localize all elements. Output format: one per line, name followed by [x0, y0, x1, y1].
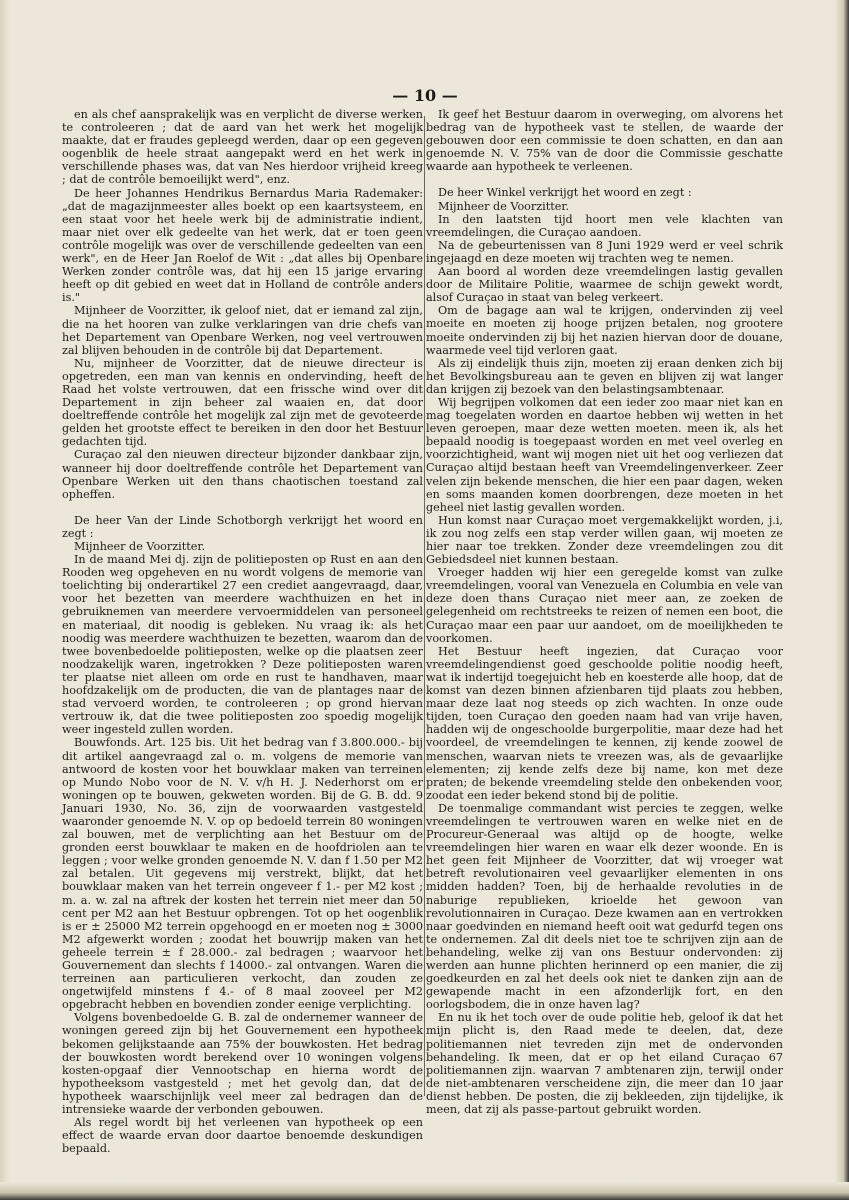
paragraph: Mijnheer de Voorzitter.: [74, 540, 206, 553]
paragraph: En nu ik het toch over de oude politie heb, geloof ik dat het mijn plicht is, den Raad mede te deelen, dat, deze politiemannen niet tevreden zijn met de ondervonden behandeling. Ik meen, dat er op het eiland Curaçao 67 politiemannen zijn. waarvan 7 ambtenaren zijn, terwijl onder de niet-ambtenaren verscheidene zijn, die meer dan 10 jaar dienst hebben. De posten, die zij bekleeden, zijn tijdelijke, ik meen, dat zij als passe-partout gebruikt worden.: [426, 1011, 783, 1117]
paragraph: De heer Johannes Hendrikus Bernardus Maria Rademaker: „dat de magazijnmeester alles boekt op een kaartsysteem, en een staat voor het heele werk bij de administratie indient, maar niet over elk gedeelte van het werk, dat er toen geen contrôle mogelijk was over de verschillende gedeelten van een werk", en de Heer Jan Roelof de Wit : „dat alles bij Openbare Werken zonder contrôle was, dat hij een 15 jarige ervaring heeft op dit gebied en weet dat in Holland de contrôle anders is.": [62, 186, 423, 305]
page-number: — 10 —: [392, 86, 458, 105]
paragraph: Curaçao zal den nieuwen directeur bijzonder dankbaar zijn, wanneer hij door doeltreffende contrôle het Departement van Openbare Werken uit den thans chaotischen toestand zal opheffen.: [62, 448, 423, 501]
paragraph: Bouwfonds. Art. 125 bis. Uit het bedrag van f 3.800.000.- bij dit artikel aangevraagd zal o. m. volgens de memorie van antwoord de kosten voor het bouwklaar maken van terreinen op Mundo Nobo voor de N. V. v/h H. J. Nederhorst om er woningen op te bouwen, gekweten worden. Bij de G. B. dd. 9 Januari 1930, No. 36, zijn de voorwaarden vastgesteld waaronder genoemde N. V. op op bedoeld terrein 80 woningen zal bouwen, met de verplichting aan het Bestuur om de gronden eerst bouwklaar te maken en de hoofdriolen aan te leggen ; voor welke gronden genoemde N. V. dan f 1.50 per M2 zal betalen. Uit gegevens mij verstrekt, blijkt, dat het bouwklaar maken van het terrein ongeveer f 1.- per M2 kost ; m. a. w. zal na aftrek der kosten het terrein niet meer dan 50 cent per M2 aan het Bestuur opbrengen. Tot op het oogenblik is er ± 25000 M2 terrein opgehoogd en er moeten nog ± 3000 M2 afgewerkt worden ; zoodat het bouwrijp maken van het geheele terrein ± f 28.000.- zal bedragen ; waarvoor het Gouvernement dan slechts f 14000.- zal ontvangen. Waren die terreinen aan particulieren verkocht, dan zouden ze ongetwijfeld minstens f 4.- of 8 maal zooveel per M2 opgebracht hebben en bovendien zonder eenige verplichting.: [62, 736, 423, 1012]
paragraph: Na de gebeurtenissen van 8 Juni 1929 werd er veel schrik ingejaagd en deze moeten wij trachten weg te nemen.: [426, 238, 783, 265]
paragraph: Hun komst naar Curaçao moet vergemakkelijkt worden, j.i, ik zou nog zelfs een stap verder willen gaan, wij moeten ze hier naar toe trekken. Zonder deze vreemdelingen zou dit Gebiedsdeel niet kunnen bestaan.: [426, 513, 783, 567]
paragraph: De heer Van der Linde Schotborgh verkrijgt het woord en zegt :: [62, 513, 423, 540]
column-divider: [424, 116, 425, 1096]
paragraph: Volgens bovenbedoelde G. B. zal de ondernemer wanneer de woningen gereed zijn bij het Gouvernement een hypotheek bekomen gelijkstaande aan 75% der bouwkosten. Het bedrag der bouwkosten wordt berekend over 10 woningen volgens kosten-opgaaf dier Vennootschap en hierna wordt de hypotheeksom vastgesteld ; met het gevolg dan, dat de hypotheek waarschijnlijk veel meer zal bedragen dan de intrensieke waarde der verbonden gebouwen.: [62, 1011, 423, 1117]
paragraph: In de maand Mei dj. zijn de politieposten op Rust en aan den Rooden weg opgeheven en nu wordt volgens de memorie van toelichting bij onderartikel 27 een crediet aangevraagd, daar, voor het bezetten van meerdere wachthuizen en het in gebruiknemen van meerdere vervoermiddelen van personeel en materiaal, dit noodig is gebleken. Nu vraag ik: als het noodig was meerdere wachthuizen te bezetten, waarom dan de twee bovenbedoelde politieposten, welke op die plaatsen zeer noodzakelijk waren, ingetrokken ? Deze politieposten waren ter plaatse niet alleen om orde en rust te handhaven, maar hoofdzakelijk om de producten, die van de plantages naar de stad vervoerd worden, te controleeren ; op grond hiervan vertrouw ik, dat die twee politieposten zoo spoedig mogelijk weer ingesteld zullen worden.: [62, 553, 423, 737]
paragraph: Ik geef het Bestuur daarom in overweging, om alvorens het bedrag van de hypotheek vast te stellen, de waarde der gebouwen door een commissie te doen schatten, en dan aan genoemde N. V. 75% van de door die Commissie geschatte waarde aan hypotheek te verleenen.: [426, 108, 783, 174]
paragraph: Vroeger hadden wij hier een geregelde komst van zulke vreemdelingen, vooral van Venezuela en Columbia en vele van deze doen thans Curaçao niet meer aan, ze zoeken de gelegenheid om rechtstreeks te reizen of nemen een boot, die Curaçao maar een paar uur aandoet, om de moeilijkheden te voorkomen.: [426, 566, 783, 645]
paragraph: Het Bestuur heeft ingezien, dat Curaçao voor vreemdelingendienst goed geschoolde politie noodig heeft, wat ik indertijd toegejuicht heb en koesterde alle hoop, dat de komst van dezen binnen afzienbaren tijd plaats zou hebben, maar deze laat nog steeds op zich wachten. In onze oude tijden, toen Curaçao den goeden naam had van vrije haven, hadden wij de ongeschoolde burgerpolitie, maar deze had het voordeel, de vreemdelingen te kennen, zij kende zoowel de menschen, waarvan niets te vreezen was, als de gevaarlijke elementen; zij kende zelfs deze bij name, kon met deze praten; de bekende vreemdeling stelde den onbekenden voor, zoodat een ieder bekend stond bij de politie.: [426, 644, 783, 802]
right-column: [426, 108, 783, 1116]
paragraph: De heer Winkel verkrijgt het woord en zegt :: [438, 186, 692, 200]
page-bottom-edge: [0, 1182, 849, 1200]
paragraph: In den laatsten tijd hoort men vele klachten van vreemdelingen, die Curaçao aandoen.: [426, 212, 783, 239]
paragraph: Om de bagage aan wal te krijgen, ondervinden zij veel moeite en moeten zij hooge prijzen betalen, nog grootere moeite ondervinden zij bij het nazien hiervan door de douane, waarmede veel tijd verloren gaat.: [426, 304, 783, 357]
paragraph: De toenmalige commandant wist percies te zeggen, welke vreemdelingen te vertrouwen waren en welke niet en de Procureur-Generaal was altijd op de hoogte, welke vreemdelingen hier waren en waar elk dezer woonde. En is het geen feit Mijnheer de Voorzitter, dat wij vroeger wat betreft revolutionairen veel gevaarlijker elementen in ons midden hadden? Toen, bij de herhaalde revoluties in de naburige republieken, krioelde het gewoon van revolutionnairen in Curaçao. Deze kwamen aan en vertrokken naar goedvinden en niemand heeft ooit wat gedurfd tegen ons te ondernemen. Zal dit deels niet toe te schrijven zijn aan de behandeling, welke zij van ons Bestuur ondervonden: zij werden aan hunne plichten herinnerd op een manier, die zij goedkeurden en zal het deels ook niet te danken zijn aan de gewapende macht in een afzonderlijk fort, en den oorlogsbodem, die in onze haven lag?: [426, 801, 783, 1012]
paragraph: Als zij eindelijk thuis zijn, moeten zij eraan denken zich bij het Bevolkingsbureau aan te geven en blijven zij wat langer dan krijgen zij bezoek van den belastingsambtenaar.: [426, 356, 783, 396]
paragraph: Mijnheer de Voorzitter.: [438, 199, 570, 213]
paragraph: Mijnheer de Voorzitter, ik geloof niet, dat er iemand zal zijn, die na het hooren van zulke verklaringen van drie chefs van het Departement van Openbare Werken, nog veel vertrouwen zal blijven behouden in de contrôle bij dat Departement.: [62, 304, 423, 357]
page-fold-shadow: [0, 0, 10, 1200]
paragraph: Als regel wordt bij het verleenen van hypotheek op een effect de waarde ervan door daartoe benoemde deskundigen bepaald.: [62, 1116, 423, 1156]
page-right-edge: [835, 0, 849, 1200]
paragraph: Wij begrijpen volkomen dat een ieder zoo maar niet kan en mag toegelaten worden en daartoe hebben wij wetten in het leven geroepen, maar deze wetten moeten. meen ik, als het bepaald noodig is toegepaast worden en met veel overleg en voorzichtigheid, want wij mogen niet uit het oog verliezen dat Curaçao altijd bestaan heeft van Vreemdelingenverkeer. Zeer velen zijn bekende menschen, die hier een paar dagen, weken en soms maanden komen doorbrengen, deze moeten in het geheel niet lastig gevallen worden.: [426, 395, 783, 514]
paragraph: en als chef aansprakelijk was en verplicht de diverse werken te controleeren ; dat de aard van het werk het mogelijk maakte, dat er fraudes gepleegd werden, daar op een gegeven oogenblik de heele straat aangepakt werd en het werk in verschillende phases was, dat van Nes hierdoor vrijheid kreeg ; dat de contrôle bemoeilijkt werd", enz.: [62, 108, 423, 187]
paragraph: Nu, mijnheer de Voorzitter, dat de nieuwe directeur is opgetreden, een man van kennis en ondervinding, heeft de Raad het volste vertrouwen, dat een frissche wind over dit Departement in zijn beheer zal waaien en, dat door doeltreffende contrôle het mogelijk zal zijn met de gevoteerde gelden het grootste effect te bereiken in den door het Bestuur gedachten tijd.: [62, 356, 423, 449]
paragraph: Aan boord al worden deze vreemdelingen lastig gevallen door de Militaire Politie, waarmee de schijn gewekt wordt, alsof Curaçao in staat van beleg verkeert.: [426, 265, 783, 305]
left-column: [62, 108, 423, 1155]
